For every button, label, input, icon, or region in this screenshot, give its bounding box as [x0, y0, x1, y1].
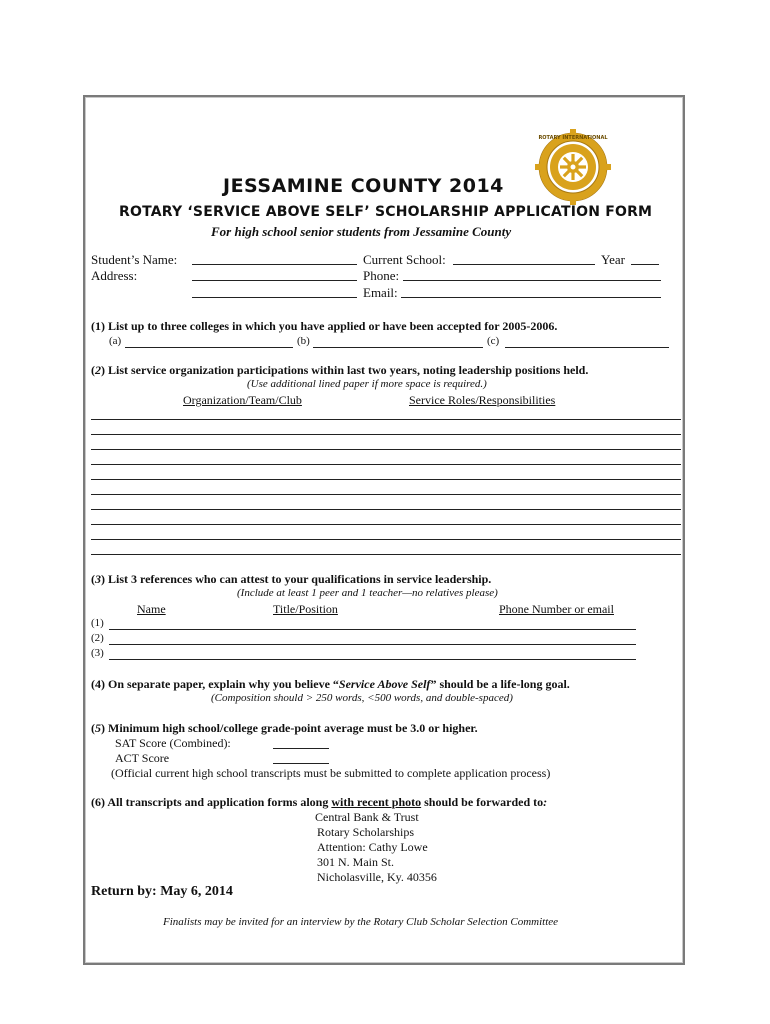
- college-c-label: (c): [487, 335, 500, 347]
- college-b-label: (b): [297, 335, 310, 347]
- question-4-note: (Composition should > 250 words, <500 words, and double-spaced): [211, 692, 513, 704]
- question-2-text: ) List service organization participations within last two years, noting leadership positions held.: [101, 363, 589, 377]
- year-label: Year: [601, 252, 625, 267]
- roles-column-header: Service Roles/Responsibilities: [409, 393, 556, 407]
- application-form-page: [83, 95, 685, 965]
- question-2-note: (Use additional lined paper if more space is required.): [247, 378, 487, 390]
- question-3-number: 3: [95, 572, 101, 586]
- student-name-label: Student’s Name:: [91, 252, 178, 267]
- college-b-field[interactable]: [313, 335, 483, 353]
- mailing-address-line: Central Bank & Trust: [315, 810, 419, 824]
- question-5-text: ) Minimum high school/college grade-point average must be 3.0 or higher.: [101, 721, 478, 735]
- college-a-field[interactable]: [125, 335, 293, 353]
- service-line[interactable]: [91, 554, 681, 555]
- address-line-1-field[interactable]: [192, 268, 357, 286]
- service-line[interactable]: [91, 479, 681, 480]
- reference-3-line[interactable]: [109, 659, 636, 660]
- question-3: (3) List 3 references who can attest to your qualifications in service leadership.: [91, 572, 492, 586]
- college-c-field[interactable]: [505, 335, 669, 353]
- phone-label: Phone:: [363, 268, 400, 283]
- reference-3-label: (3): [91, 647, 104, 659]
- question-3-text: ) List 3 references who can attest to your qualifications in service leadership.: [101, 572, 492, 586]
- reference-name-header: Name: [137, 602, 166, 616]
- email-field[interactable]: [401, 285, 661, 303]
- question-6: (6) All transcripts and application forms along with recent photo should be forwarded to:: [91, 795, 548, 809]
- org-column-header: Organization/Team/Club: [183, 393, 302, 407]
- service-line[interactable]: [91, 419, 681, 420]
- current-school-label: Current School:: [363, 252, 446, 267]
- question-5-note: (Official current high school transcripts must be submitted to complete application process): [111, 766, 551, 780]
- service-line[interactable]: [91, 509, 681, 510]
- mailing-address-line: 301 N. Main St.: [317, 855, 395, 869]
- service-line[interactable]: [91, 449, 681, 450]
- reference-phone-header: Phone Number or email: [499, 602, 614, 616]
- reference-1-label: (1): [91, 617, 104, 629]
- email-label: Email:: [363, 285, 398, 300]
- act-score-label: ACT Score: [115, 751, 170, 765]
- recent-photo-emphasis: with recent photo: [331, 795, 422, 809]
- phone-field[interactable]: [403, 268, 661, 286]
- return-by-date: Return by: May 6, 2014: [91, 884, 233, 899]
- question-5: (5) Minimum high school/college grade-point average must be 3.0 or higher.: [91, 721, 478, 735]
- address-line-2-field[interactable]: [192, 285, 357, 303]
- mailing-address-line: Rotary Scholarships: [317, 825, 414, 839]
- service-line[interactable]: [91, 494, 681, 495]
- mailing-address-line: Attention: Cathy Lowe: [317, 840, 428, 854]
- page-title: JESSAMINE COUNTY 2014: [223, 175, 504, 197]
- mailing-address-line: Nicholasville, Ky. 40356: [317, 870, 437, 884]
- question-2: (2) List service organization participations within last two years, noting leadership positions held.: [91, 363, 589, 377]
- service-line[interactable]: [91, 539, 681, 540]
- question-3-note: (Include at least 1 peer and 1 teacher—no relatives please): [237, 587, 498, 599]
- question-4: (4) On separate paper, explain why you believe “Service Above Self” should be a life-long goal.: [91, 677, 570, 691]
- form-subtitle: ROTARY ‘SERVICE ABOVE SELF’ SCHOLARSHIP APPLICATION FORM: [119, 204, 653, 220]
- reference-2-label: (2): [91, 632, 104, 644]
- form-tagline: For high school senior students from Jessamine County: [211, 224, 512, 239]
- question-2-number: 2: [95, 363, 101, 377]
- service-line[interactable]: [91, 524, 681, 525]
- service-line[interactable]: [91, 434, 681, 435]
- reference-1-line[interactable]: [109, 629, 636, 630]
- college-a-label: (a): [109, 335, 122, 347]
- question-1: (1) List up to three colleges in which you have applied or have been accepted for 2005-2006.: [91, 319, 558, 333]
- footer-note: Finalists may be invited for an interview by the Rotary Club Scholar Selection Committee: [163, 916, 559, 928]
- question-5-number: 5: [95, 721, 101, 735]
- reference-title-header: Title/Position: [273, 602, 338, 616]
- sat-score-label: SAT Score (Combined):: [115, 736, 231, 750]
- reference-2-line[interactable]: [109, 644, 636, 645]
- address-label: Address:: [91, 268, 138, 283]
- rotary-wheel-logo: [535, 129, 611, 205]
- service-above-self-emphasis: Service Above Self: [338, 677, 431, 691]
- logo-ring-text: ROTARY INTERNATIONAL: [538, 135, 608, 141]
- service-line[interactable]: [91, 464, 681, 465]
